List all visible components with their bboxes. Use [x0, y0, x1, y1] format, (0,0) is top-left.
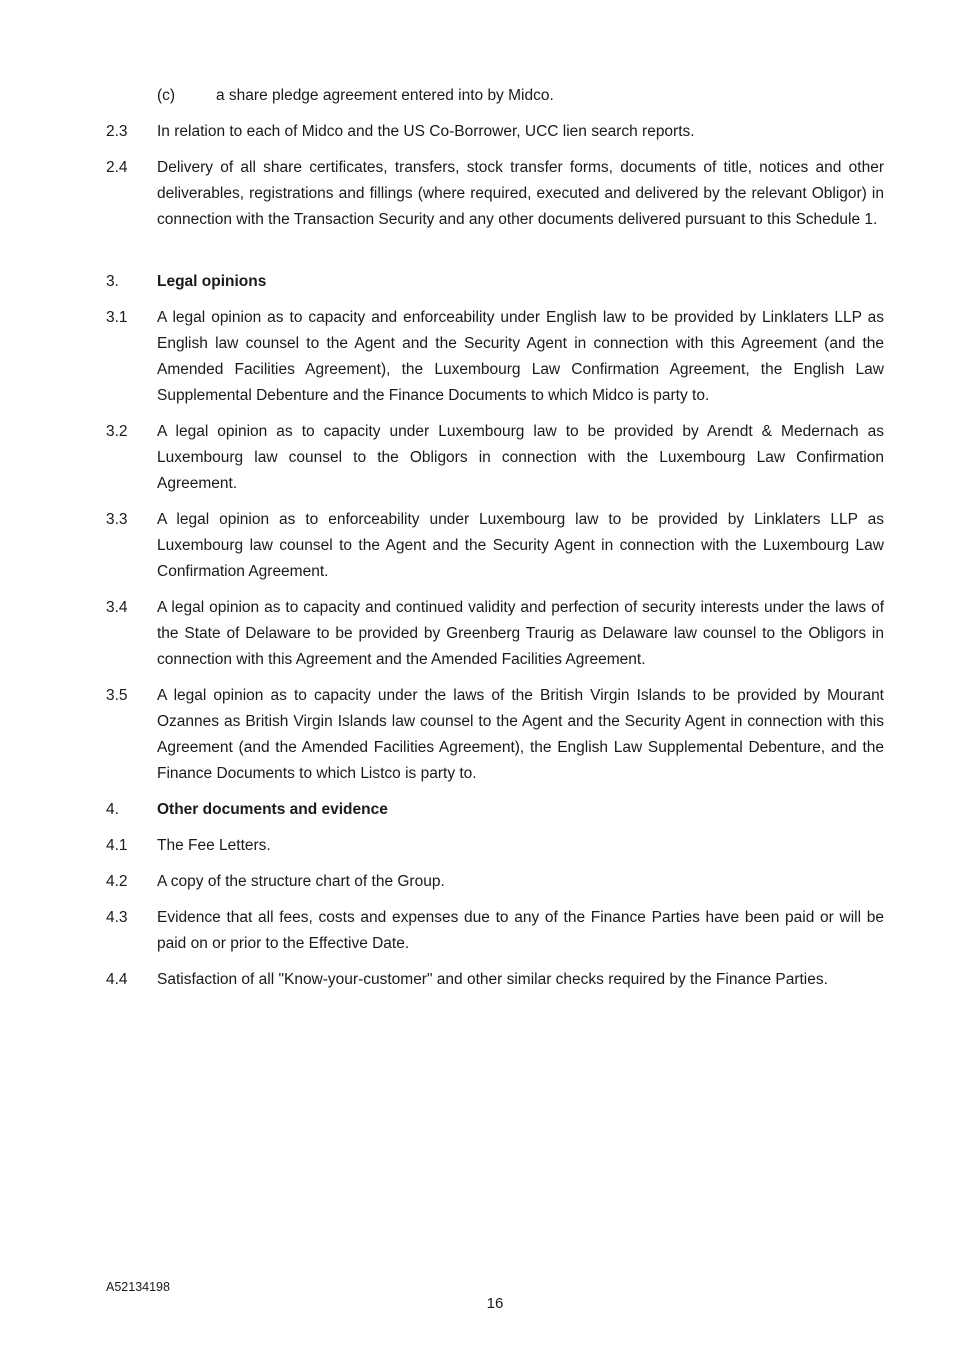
item-text: A legal opinion as to capacity under Luxembourg law to be provided by Arendt & Medernach as Luxembourg law counsel to the Obligors in connection with the Luxembourg Law Confirmation Agreement.: [157, 423, 884, 492]
item-number: 3.1: [106, 309, 128, 326]
item-number: 4.3: [106, 909, 128, 926]
document-reference: A52134198: [106, 1280, 170, 1294]
item-text: A legal opinion as to capacity and continued validity and perfection of security interests under the laws of the State of Delaware to be provided by Greenberg Traurig as Delaware law counsel to the Obligors in connection with this Agreement and the Amended Facilities Agreement.: [157, 599, 884, 668]
item-number: 2.3: [106, 123, 128, 140]
item-text: Evidence that all fees, costs and expenses due to any of the Finance Parties have been paid or will be paid on or prior to the Effective Date.: [157, 909, 884, 952]
item-number: 3.3: [106, 511, 128, 528]
item-text: A copy of the structure chart of the Group.: [157, 873, 445, 890]
item-text: The Fee Letters.: [157, 837, 271, 854]
item-text: In relation to each of Midco and the US Co-Borrower, UCC lien search reports.: [157, 123, 695, 140]
item-number: (c): [157, 87, 176, 104]
item-text: A legal opinion as to capacity under the laws of the British Virgin Islands to be provided by Mourant Ozannes as British Virgin Islands law counsel to the Agent and the Security Agent in connection with this Agreement (and the Amended Facilities Agreement), the English Law Supplemental Debenture, and the Finance Documents to which Listco is party to.: [157, 687, 884, 782]
section-title: Other documents and evidence: [157, 801, 388, 818]
item-number: 4.4: [106, 971, 128, 988]
item-number: 3.5: [106, 687, 128, 704]
item-text: Delivery of all share certificates, transfers, stock transfer forms, documents of title, notices and other deliverables, registrations and fillings (where required, executed and delivered by the relevant Obligor) in connection with the Transaction Security and any other documents delivered pursuant to this Schedule 1.: [157, 159, 884, 228]
item-number: 3.4: [106, 599, 128, 616]
section-title: Legal opinions: [157, 273, 267, 290]
item-text: Satisfaction of all "Know-your-customer" and other similar checks required by the Finance Parties.: [157, 971, 828, 988]
item-number: 3.2: [106, 423, 128, 440]
item-text: A legal opinion as to enforceability under Luxembourg law to be provided by Linklaters LLP as Luxembourg law counsel to the Agent and the Security Agent in connection with the Luxembourg Law Confirmation Agreement.: [157, 511, 884, 580]
item-text: A legal opinion as to capacity and enforceability under English law to be provided by Linklaters LLP as English law counsel to the Agent and the Security Agent in connection with this Agreement (and the Amended Facilities Agreement), the Luxembourg Law Confirmation Agreement, the English Law Supplemental Debenture and the Finance Documents to which Midco is party to.: [157, 309, 884, 404]
item-text: a share pledge agreement entered into by Midco.: [216, 87, 554, 104]
page-number: 16: [486, 1295, 504, 1312]
item-number: 4.1: [106, 837, 128, 854]
item-number: 2.4: [106, 159, 128, 176]
section-number: 4.: [106, 801, 119, 818]
section-number: 3.: [106, 273, 119, 290]
item-number: 4.2: [106, 873, 128, 890]
